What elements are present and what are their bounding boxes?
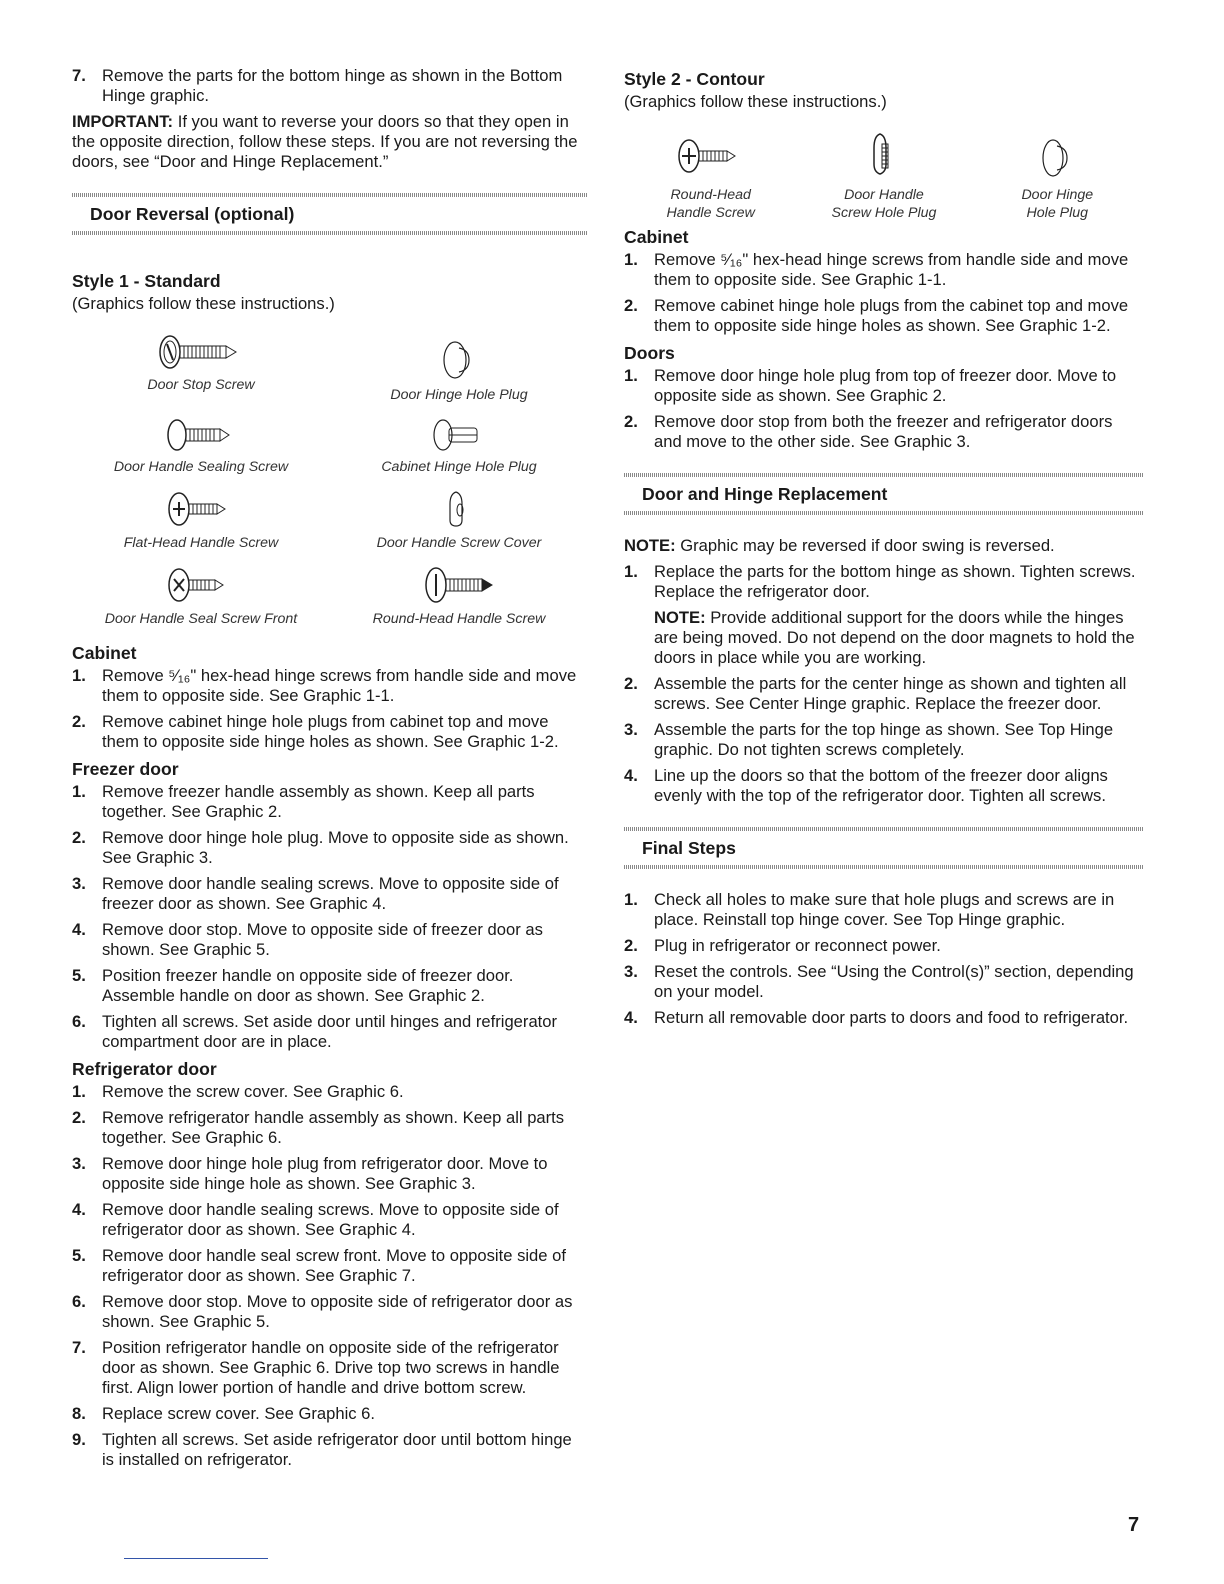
cabinet-steps [72,666,588,752]
list-item [624,936,1144,956]
refrigerator-door-heading: Refrigerator door [72,1059,217,1079]
important-label: IMPORTANT: [72,112,174,131]
step-text: Check all holes to make sure that hole plugs and screws are in place. Reinstall top hinge cover. See Top Hinge graphic. [654,890,1115,929]
round-head-handle-screw-icon [671,126,751,182]
list-item [72,966,588,1006]
section-title: Final Steps [642,838,736,858]
step-text: Remove the screw cover. See Graphic 6. [102,1082,404,1101]
list-item [72,1012,588,1052]
list-item [72,1082,588,1102]
step-number: 3. [624,962,638,981]
style1-subtitle: (Graphics follow these instructions.) [72,294,335,313]
step-number: 7. [72,1338,86,1357]
part-caption: Door Handle Seal Screw Front [104,611,298,627]
door-handle-sealing-screw-icon [161,416,241,454]
door-handle-screw-cover-icon [434,488,484,530]
step-text: Remove door stop. Move to opposite side of refrigerator door as shown. See Graphic 5. [102,1292,573,1331]
list-item [624,250,1144,290]
list-item [72,874,588,914]
door-hinge-hole-plug-icon [1027,126,1087,182]
list-item [72,1292,588,1332]
part-door-hinge-hole-plug [971,126,1144,222]
step-text: Remove ⁵⁄₁₆" hex-head hinge screws from handle side and move them to opposite side. See Graphic 1-1. [654,250,1129,289]
step-number: 2. [72,828,86,847]
step-text: Plug in refrigerator or reconnect power. [654,936,941,955]
style1-parts-grid [72,332,588,628]
step-text: Remove ⁵⁄₁₆" hex-head hinge screws from handle side and move them to opposite side. See Graphic 1-1. [102,666,577,705]
step-text: Position refrigerator handle on opposite side of the refrigerator door as shown. See Graphic 6. Drive top two screws in handle first. Align lower portion of handle and drive bottom screw. [102,1338,560,1397]
part-door-handle-screw-hole-plug [797,126,970,222]
cabinet-hinge-hole-plug-icon [419,416,499,454]
part-caption: Round-Head Handle Screw [372,611,546,627]
round-head-handle-screw-icon [414,564,504,606]
style1-title: Style 1 - Standard [72,271,221,291]
step-text: Remove door stop. Move to opposite side of freezer door as shown. See Graphic 5. [102,920,543,959]
step-text: Remove refrigerator handle assembly as shown. Keep all parts together. See Graphic 6. [102,1108,565,1147]
list-item [624,674,1144,714]
list-item [624,412,1144,452]
step-number: 2. [72,712,86,731]
step-number: 1. [72,782,86,801]
list-item [72,1108,588,1148]
step-text: Line up the doors so that the bottom of the freezer door aligns evenly with the top of the refrigerator door. Tighten all screws. [654,766,1108,805]
list-item [72,1200,588,1240]
part-door-handle-screw-cover [330,488,588,552]
step-text: Remove door handle seal screw front. Move to opposite side of refrigerator door as shown. See Graphic 7. [102,1246,566,1285]
cabinet-steps [624,250,1144,336]
step-number: 3. [72,874,86,893]
step-text: Remove door hinge hole plug. Move to opposite side as shown. See Graphic 3. [102,828,569,867]
door-handle-seal-screw-front-icon [161,564,241,606]
door-hinge-hole-plug-icon [429,332,489,382]
freezer-door-steps [72,782,588,1052]
step-number: 2. [624,936,638,955]
step-text: Remove the parts for the bottom hinge as shown in the Bottom Hinge graphic. [102,66,563,105]
part-caption-line2: Hole Plug [1026,205,1089,221]
step-number: 2. [624,674,638,693]
list-item [624,720,1144,760]
note-label: NOTE: [654,608,706,627]
note-text: Graphic may be reversed if door swing is reversed. [675,536,1055,555]
section-rule-bottom [624,511,1144,515]
step-text: Assemble the parts for the center hinge as shown and tighten all screws. See Center Hinge graphic. Replace the freezer door. [654,674,1127,713]
part-caption-line1: Door Handle [844,187,924,203]
list-item [72,920,588,960]
part-caption: Door Hinge Hole Plug [390,387,528,403]
step-note [654,608,1144,668]
list-item [72,1154,588,1194]
step-text: Tighten all screws. Set aside door until hinges and refrigerator compartment door are in place. [102,1012,558,1051]
part-door-hinge-hole-plug [330,332,588,404]
list-item [72,1338,588,1398]
step-text: Return all removable door parts to doors and food to refrigerator. [654,1008,1129,1027]
list-item [72,1404,588,1424]
section-rule-bottom [72,231,588,235]
doors-steps [624,366,1144,452]
part-round-head-handle-screw [624,126,797,222]
part-caption: Door Stop Screw [147,377,255,393]
step-number: 1. [624,562,638,581]
door-stop-screw-icon [156,332,246,372]
list-item [624,1008,1144,1028]
list-item [624,962,1144,1002]
section-header-door-hinge-replacement [624,464,1144,524]
important-note [72,112,588,172]
list-item [72,666,588,706]
list-item [72,782,588,822]
part-door-handle-sealing-screw [72,416,330,476]
style2-subtitle: (Graphics follow these instructions.) [624,92,887,111]
footer-divider [124,1558,268,1559]
step-number: 1. [624,366,638,385]
part-caption-line2: Handle Screw [666,205,755,221]
step-number: 4. [72,1200,86,1219]
part-door-stop-screw [72,332,330,404]
step-text: Remove door handle sealing screws. Move to opposite side of freezer door as shown. See Graphic 4. [102,874,559,913]
list-item [624,890,1144,930]
style2-title: Style 2 - Contour [624,69,765,89]
left-column [72,66,588,1476]
step-number: 9. [72,1430,86,1449]
part-caption: Cabinet Hinge Hole Plug [381,459,537,475]
step-number: 4. [624,766,638,785]
list-item [72,828,588,868]
step-number: 2. [624,296,638,315]
replacement-steps [624,562,1144,806]
part-cabinet-hinge-hole-plug [330,416,588,476]
step-text: Remove cabinet hinge hole plugs from cabinet top and move them to opposite side hinge holes as shown. See Graphic 1-2. [102,712,559,751]
list-item [624,366,1144,406]
step-number: 8. [72,1404,86,1423]
flat-head-handle-screw-icon [161,488,241,530]
step-text: Replace screw cover. See Graphic 6. [102,1404,376,1423]
door-handle-screw-hole-plug-icon [854,126,914,182]
list-item [72,1430,588,1470]
step-text: Remove door hinge hole plug from refrigerator door. Move to opposite side hinge hole as shown. See Graphic 3. [102,1154,548,1193]
section-title: Door Reversal (optional) [90,204,295,224]
list-item [624,766,1144,806]
step-text: Remove cabinet hinge hole plugs from the cabinet top and move them to opposite side hinge holes as shown. See Graphic 1-2. [654,296,1129,335]
step-number: 4. [72,920,86,939]
step-number: 1. [72,1082,86,1101]
step-number: 5. [72,966,86,985]
step-text: Reset the controls. See “Using the Control(s)” section, depending on your model. [654,962,1134,1001]
freezer-door-heading: Freezer door [72,759,179,779]
page-number: 7 [1128,1514,1140,1536]
cabinet-heading: Cabinet [624,227,689,247]
style2-parts-row [624,126,1144,222]
part-caption-line1: Door Hinge [1021,187,1094,203]
step-text: Remove freezer handle assembly as shown. Keep all parts together. See Graphic 2. [102,782,535,821]
part-round-head-handle-screw [330,564,588,628]
step-number: 4. [624,1008,638,1027]
cabinet-heading: Cabinet [72,643,137,663]
part-caption-line1: Round-Head [670,187,751,203]
part-caption: Flat-Head Handle Screw [123,535,279,551]
step-text: Remove door stop from both the freezer and refrigerator doors and move to the other side. See Graphic 3. [654,412,1113,451]
step-text: Remove door handle sealing screws. Move to opposite side of refrigerator door as shown. See Graphic 4. [102,1200,559,1239]
note-text: Provide additional support for the doors while the hinges are being moved. Do not depend on the door magnets to hold the doors in place while you are working. [654,608,1135,667]
step-number: 5. [72,1246,86,1265]
step-text: Tighten all screws. Set aside refrigerator door until bottom hinge is installed on refrigerator. [102,1430,572,1469]
refrigerator-door-steps [72,1082,588,1470]
final-steps [624,890,1144,1028]
list-item [624,296,1144,336]
list-item [72,66,588,106]
section-title: Door and Hinge Replacement [642,484,888,504]
step-text: Position freezer handle on opposite side of freezer door. Assemble handle on door as shown. See Graphic 2. [102,966,514,1005]
intro-steps [72,66,588,106]
part-door-handle-seal-screw-front [72,564,330,628]
right-column [624,66,1144,1034]
step-number: 7. [72,66,86,85]
step-number: 6. [72,1012,86,1031]
part-caption-line2: Screw Hole Plug [831,205,937,221]
step-number: 3. [72,1154,86,1173]
replacement-note [624,536,1144,556]
step-number: 2. [624,412,638,431]
step-number: 1. [624,890,638,909]
list-item [72,1246,588,1286]
important-text: If you want to reverse your doors so that they open in the opposite direction, follow these steps. If you are not reversing the doors, see “Door and Hinge Replacement.” [72,112,578,171]
step-text: Assemble the parts for the top hinge as shown. See Top Hinge graphic. Do not tighten screws completely. [654,720,1114,759]
part-caption: Door Handle Screw Cover [376,535,542,551]
step-number: 2. [72,1108,86,1127]
section-rule-bottom [624,865,1144,869]
step-text: Replace the parts for the bottom hinge as shown. Tighten screws. Replace the refrigerator door. [654,562,1136,601]
section-header-final-steps [624,818,1144,878]
list-item [624,562,1144,668]
doors-heading: Doors [624,343,675,363]
step-text: Remove door hinge hole plug from top of freezer door. Move to opposite side as shown. See Graphic 2. [654,366,1117,405]
part-caption: Door Handle Sealing Screw [113,459,289,475]
step-number: 3. [624,720,638,739]
list-item [72,712,588,752]
note-label: NOTE: [624,536,676,555]
step-number: 1. [72,666,86,685]
step-number: 6. [72,1292,86,1311]
part-flat-head-handle-screw [72,488,330,552]
step-number: 1. [624,250,638,269]
section-header-door-reversal [72,184,588,244]
